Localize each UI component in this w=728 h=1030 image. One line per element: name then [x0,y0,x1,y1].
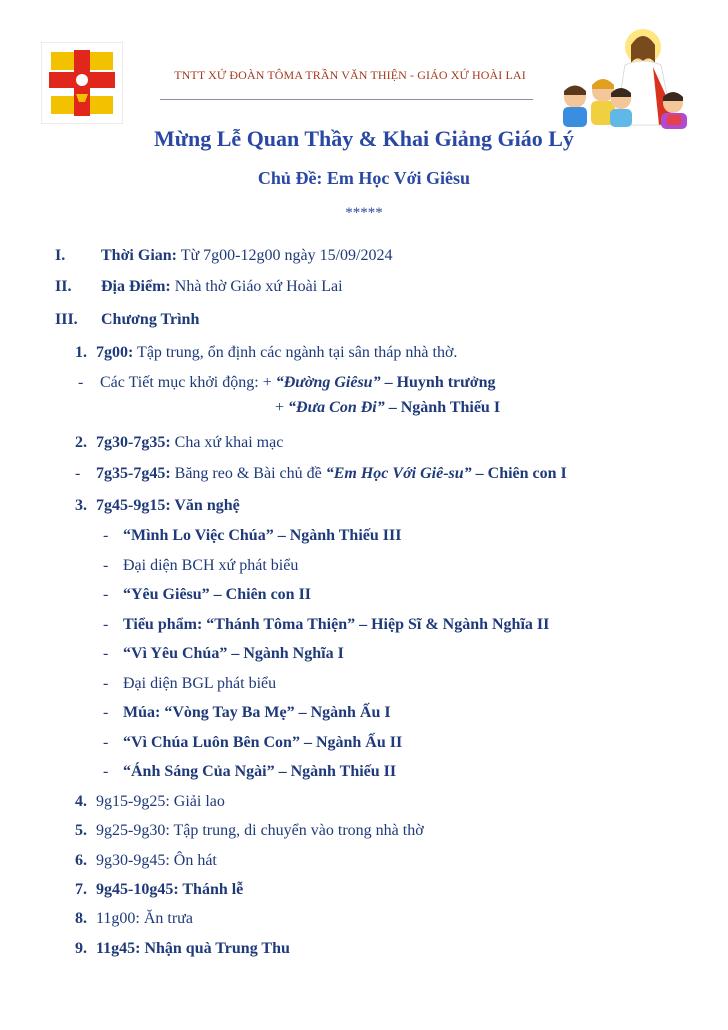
dash-bullet: - [103,763,109,780]
section-label: Địa Điểm: [101,278,171,295]
section-place [101,278,343,296]
section-numeral: III. [55,311,78,328]
section-label: Chương Trình [101,311,200,328]
performance-item: “Yêu Giêsu” – Chiên con II [123,586,312,603]
item-time: 7g35-7g45: [96,465,171,482]
cross-emblem-icon [41,42,123,124]
performance-item: Đại diện BCH xứ phát biểu [123,557,299,574]
stars-divider: ***** [345,205,383,221]
page-title: Mừng Lễ Quan Thầy & Khai Giảng Giáo Lý [154,126,574,151]
program-item [96,434,283,452]
warmup-performer: – Huynh trưởng [380,374,496,391]
item-text: Tập trung, ổn định các ngành tại sân tháp nhà thờ. [133,344,458,361]
item-number: 3. [75,497,87,514]
performance-item: “Ánh Sáng Của Ngài” – Ngành Thiếu II [123,763,397,780]
program-item: 9g45-10g45: Thánh lễ [96,881,244,898]
section-text: Từ 7g00-12g00 ngày 15/09/2024 [177,247,393,264]
item-number: 1. [75,344,87,361]
header-org-text: TNTT XỨ ĐOÀN TÔMA TRẦN VĂN THIỆN - GIÁO XỨ HOÀI LAI [174,68,526,82]
warmup-line-2 [275,399,500,417]
item-number: 8. [75,910,87,927]
item-text: Băng reo & Bài chủ đề [170,465,326,482]
performance-item: Đại diện BGL phát biểu [123,675,277,692]
dash-bullet: - [78,374,84,391]
section-time [101,247,392,265]
performance-item: “Vì Yêu Chúa” – Ngành Nghĩa I [123,645,344,662]
program-item: 9g25-9g30: Tập trung, di chuyển vào trong nhà thờ [96,822,424,839]
section-label: Thời Gian: [101,247,177,264]
warmup-line-1 [100,374,496,392]
program-item: 11g00: Ăn trưa [96,910,193,927]
program-item: 9g30-9g45: Ôn hát [96,852,217,869]
program-item [96,344,457,362]
section-numeral: II. [55,278,72,295]
program-item: 11g45: Nhận quà Trung Thu [96,940,290,957]
dash-bullet: - [75,465,81,482]
dash-bullet: - [103,704,109,721]
performance-item: Múa: “Vòng Tay Ba Mẹ” – Ngành Ấu I [123,704,391,721]
program-item: 7g45-9g15: Văn nghệ [96,497,240,514]
item-time: 7g00: [96,344,134,361]
theme-subtitle: Chủ Đề: Em Học Với Giêsu [257,168,471,188]
warmup-song: “Đưa Con Đi” [288,399,385,416]
warmup-song: “Đường Giêsu” [275,374,381,391]
item-text: Cha xứ khai mạc [170,434,284,451]
dash-bullet: - [103,675,109,692]
dash-bullet: - [103,645,109,662]
performance-item: “Mình Lo Việc Chúa” – Ngành Thiếu III [123,527,402,544]
item-number: 5. [75,822,87,839]
program-item: 9g15-9g25: Giải lao [96,793,225,810]
performance-item: Tiểu phẩm: “Thánh Tôma Thiện” – Hiệp Sĩ & Ngành Nghĩa II [123,616,550,633]
item-number: 9. [75,940,87,957]
warmup-performer: – Ngành Thiếu I [384,399,501,416]
item-number: 6. [75,852,87,869]
header-divider [160,99,533,100]
item-time: 7g30-7g35: [96,434,171,451]
program-item [96,465,567,483]
item-performer: – Chiên con I [471,465,567,482]
theme-song: “Em Học Với Giê-su” [325,465,472,482]
dash-bullet: - [103,616,109,633]
warmup-prefix: + [275,399,289,416]
item-number: 4. [75,793,87,810]
dash-bullet: - [103,734,109,751]
dash-bullet: - [103,557,109,574]
item-number: 7. [75,881,87,898]
dash-bullet: - [103,527,109,544]
performance-item: “Vì Chúa Luôn Bên Con” – Ngành Ấu II [123,734,403,751]
jesus-with-children-clipart [555,25,695,135]
warmup-prefix: Các Tiết mục khởi động: + [100,374,276,391]
section-text: Nhà thờ Giáo xứ Hoài Lai [170,278,343,295]
section-numeral: I. [55,247,66,264]
dash-bullet: - [103,586,109,603]
item-number: 2. [75,434,87,451]
